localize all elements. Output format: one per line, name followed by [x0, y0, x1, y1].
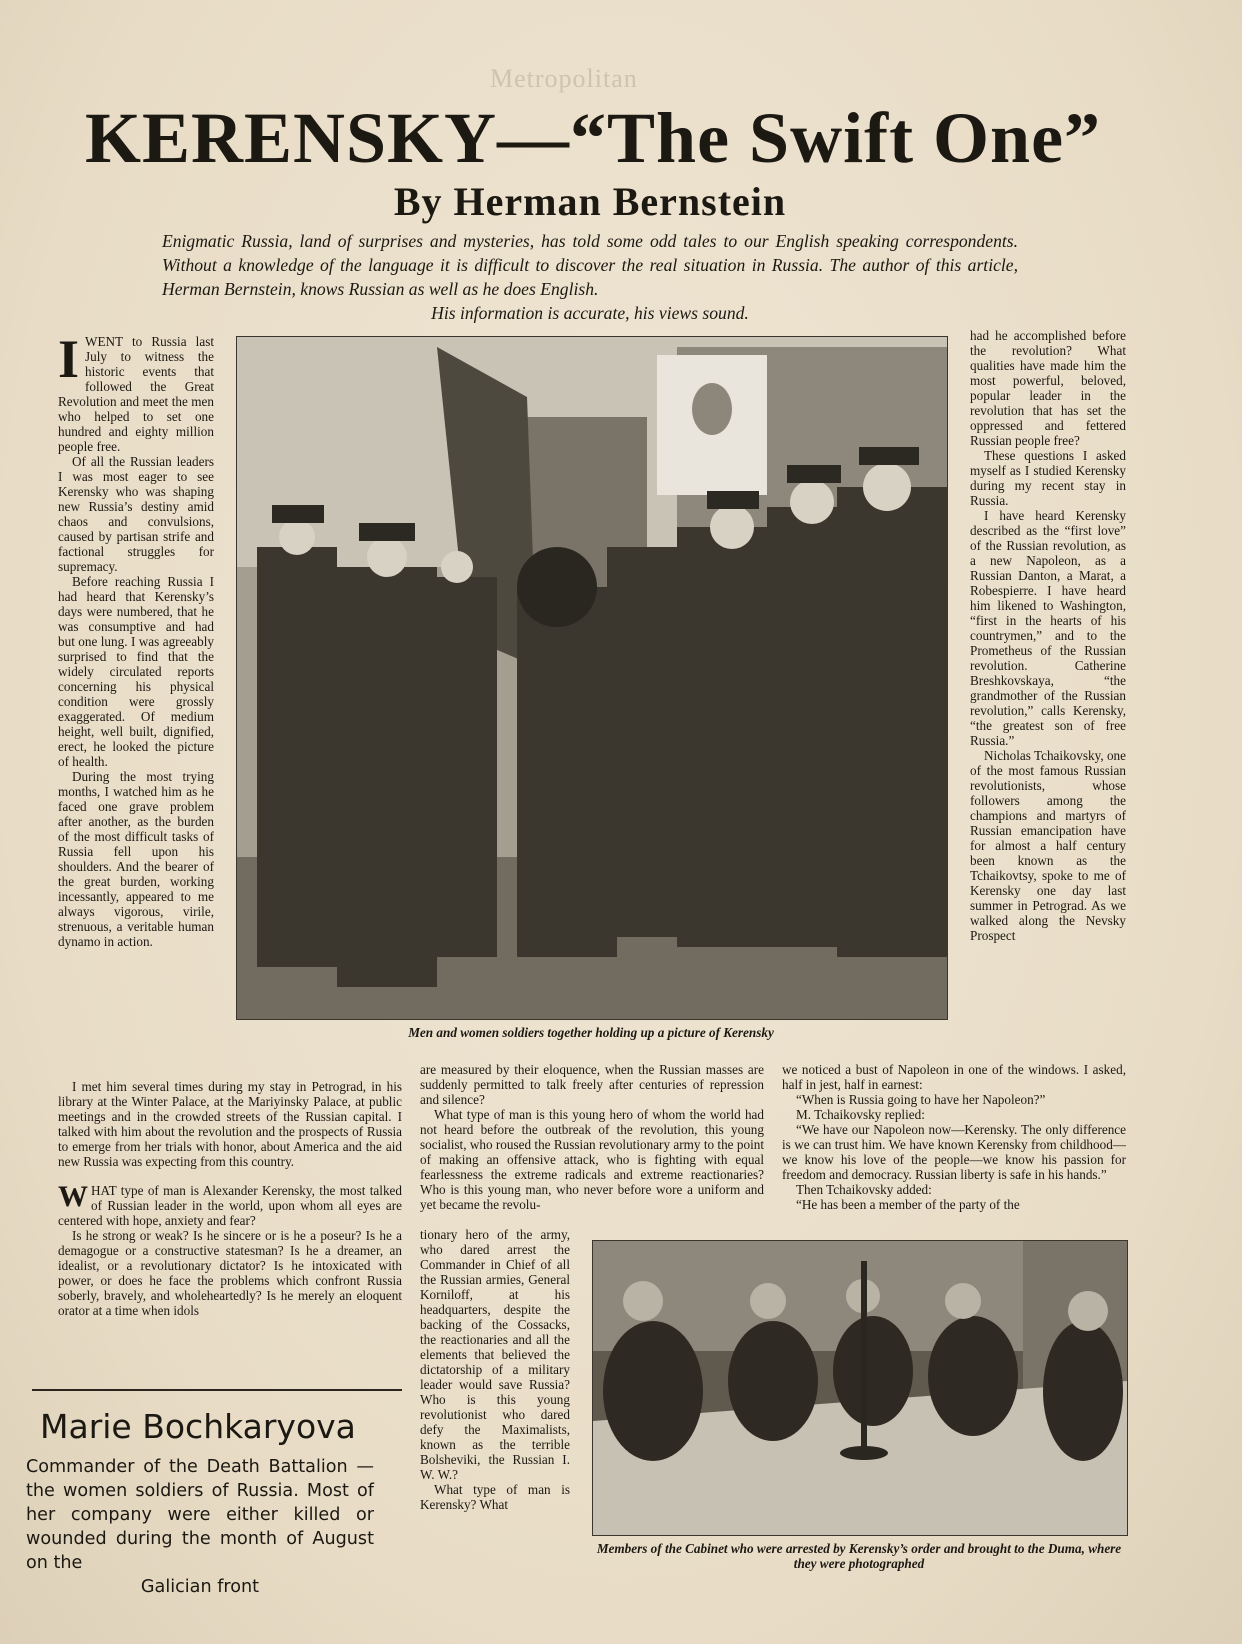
sidebar-caption [26, 1455, 374, 1599]
paragraph: During the most trying months, I watched him as he faced one grave problem after another, as the burden of the most difficult tasks of Russia fell upon his shoulders. And the bearer of the great burden, working incessantly, appeared to me always vigorous, virile, strenuous, a veritable human dynamo in action. [58, 769, 214, 949]
photo-soldiers-illustration [237, 337, 947, 1019]
paragraph: had he accomplished before the revolution? What qualities have made him the most powerful, beloved, popular leader in the revolution that has set the oppressed and fettered Russian people free? [970, 328, 1126, 448]
column-left-wide [58, 1079, 402, 1318]
sidebar-title: Marie Bochkaryova [40, 1407, 356, 1446]
running-header-ghost: Metropolitan [490, 64, 638, 93]
column-right-wide [782, 1062, 1126, 1212]
column-left-narrow [58, 329, 214, 949]
paragraph: Before reaching Russia I had heard that Kerensky’s days were numbered, that he was consumptive and had but one lung. I was agreeably surprised to find that the widely circulated reports concerning his physical condition were grossly exaggerated. Of medium height, well built, dignified, erect, he looked the picture of health. [58, 574, 214, 769]
sidebar-divider [32, 1389, 402, 1391]
paragraph: “When is Russia going to have her Napoleon?” [796, 1092, 1046, 1107]
paragraph: Is he strong or weak? Is he sincere or is he a poseur? Is he a demagogue or a constructive statesman? Is he a dreamer, an idealist, or a revolutionary dictator? Is he intoxicated with power, or does he face the problems which confront Russia soberly, bravely, and wholeheartedly? Is he merely an eloquent orator at a time when idols [58, 1228, 402, 1318]
paragraph: Of all the Russian leaders I was most eager to see Kerensky who was shaping new Russia’s destiny amid chaos and convulsions, caused by partisan strife and factional struggles for supremacy. [58, 454, 214, 574]
paragraph: I met him several times during my stay in Petrograd, in his library at the Winter Palace, at the Mariyinsky Palace, at public meetings and in the crowded streets of the Russian capital. I talked with him about the revolution and the prospects of Russia to emerge from her trials with honor, about America and the aid new Russia was expecting from this country. [58, 1079, 402, 1169]
paragraph: These questions I asked myself as I studied Kerensky during my recent stay in Russia. [970, 448, 1126, 508]
article-title: KERENSKY—“The Swift One” [84, 98, 1102, 178]
article-byline: By Herman Bernstein [393, 179, 787, 224]
paragraph: What type of man is Kerensky? What [420, 1482, 570, 1512]
column-middle-narrow [420, 1227, 570, 1512]
paragraph: “We have our Napoleon now—Kerensky. The only difference is we can trust him. We have known Kerensky from childhood—we know his love of the people—we know his passion for freedom and democracy. Russian liberty is safe in his hands.” [782, 1122, 1126, 1182]
paragraph: WENT to Russia last July to witness the historic events that followed the Great Revolution and meet the men who helped to set one hundred and eighty million people free. [58, 334, 214, 454]
lede-text: Enigmatic Russia, land of surprises and mysteries, has told some odd tales to our English speaking correspondents. Without a knowledge of the language it is difficult to discover the real situation in Russia. The author of this article, Herman Bernstein, knows Russian as well as he does English. [162, 231, 1018, 299]
lede-last-line: His information is accurate, his views sound. [431, 303, 749, 323]
column-middle-wide [420, 1062, 764, 1212]
photo-cabinet-illustration [593, 1241, 1127, 1535]
paragraph: tionary hero of the army, who dared arrest the Commander in Chief of all the Russian armies, General Korniloff, at his headquarters, despite the backing of the Cossacks, the reactionaries and all the elements that believed the dictatorship of a military leader would save Russia? Who is this young revolutionist who dared defy the Maximalists, known as the terrible Bolsheviki, the Russian I. W. W.? [420, 1227, 570, 1482]
drop-cap-i: I [58, 329, 80, 389]
paragraph: we noticed a bust of Napoleon in one of the windows. I asked, half in jest, half in earnest: [782, 1062, 1126, 1092]
sidebar-caption-text: Commander of the Death Battalion — the women soldiers of Russia. Most of her company were either killed or wounded during the month of August on the [26, 1457, 374, 1573]
paragraph: are measured by their eloquence, when the Russian masses are suddenly permitted to talk freely after centuries of repression and silence? [420, 1062, 764, 1107]
photo-soldiers-kerensky-portrait [236, 336, 948, 1020]
paragraph: What type of man is this young hero of whom the world had not heard before the outbreak of the revolution, this young socialist, who roused the Russian revolutionary army to the point of making an offensive attack, who is fighting with equal fearlessness the extreme radicals and extreme reactionaries? Who is this young man, who never before wore a uniform and yet became the revolu- [420, 1107, 764, 1212]
paragraph: I have heard Kerensky described as the “first love” of the Russian revolution, as a new Napoleon, as a Russian Danton, a Marat, a Robespierre. I have heard him likened to Washington, “first in the hearts of his countrymen,” and to the Prometheus of the Russian revolution. Catherine Breshkovskaya, “the grandmother of the Russian revolution,” calls Kerensky, “the greatest son of free Russia.” [970, 508, 1126, 748]
photo-cabinet-members [592, 1240, 1128, 1536]
paragraph: Then Tchaikovsky added: [796, 1182, 932, 1197]
photo1-caption: Men and women soldiers together holding up a picture of Kerensky [408, 1025, 774, 1040]
drop-cap-w: W [58, 1180, 88, 1213]
paragraph: HAT type of man is Alexander Kerensky, the most talked of Russian leader in the world, upon whom all eyes are centered with hope, anxiety and fear? [58, 1183, 402, 1228]
photo2-caption: Members of the Cabinet who were arrested by Kerensky’s order and brought to the Duma, where they were photographed [596, 1541, 1122, 1571]
column-right [970, 328, 1126, 943]
sidebar-caption-last: Galician front [140, 1577, 260, 1597]
article-lede [162, 229, 1018, 325]
paragraph: M. Tchaikovsky replied: [796, 1107, 925, 1122]
paragraph: “He has been a member of the party of the [796, 1197, 1020, 1212]
paragraph: Nicholas Tchaikovsky, one of the most famous Russian revolutionists, whose followers among the champions and martyrs of Russian emancipation have for almost a half century been known as the Tchaikovtsy, spoke to me of Kerensky one day last summer in Petrograd. As we walked along the Nevsky Prospect [970, 748, 1126, 943]
